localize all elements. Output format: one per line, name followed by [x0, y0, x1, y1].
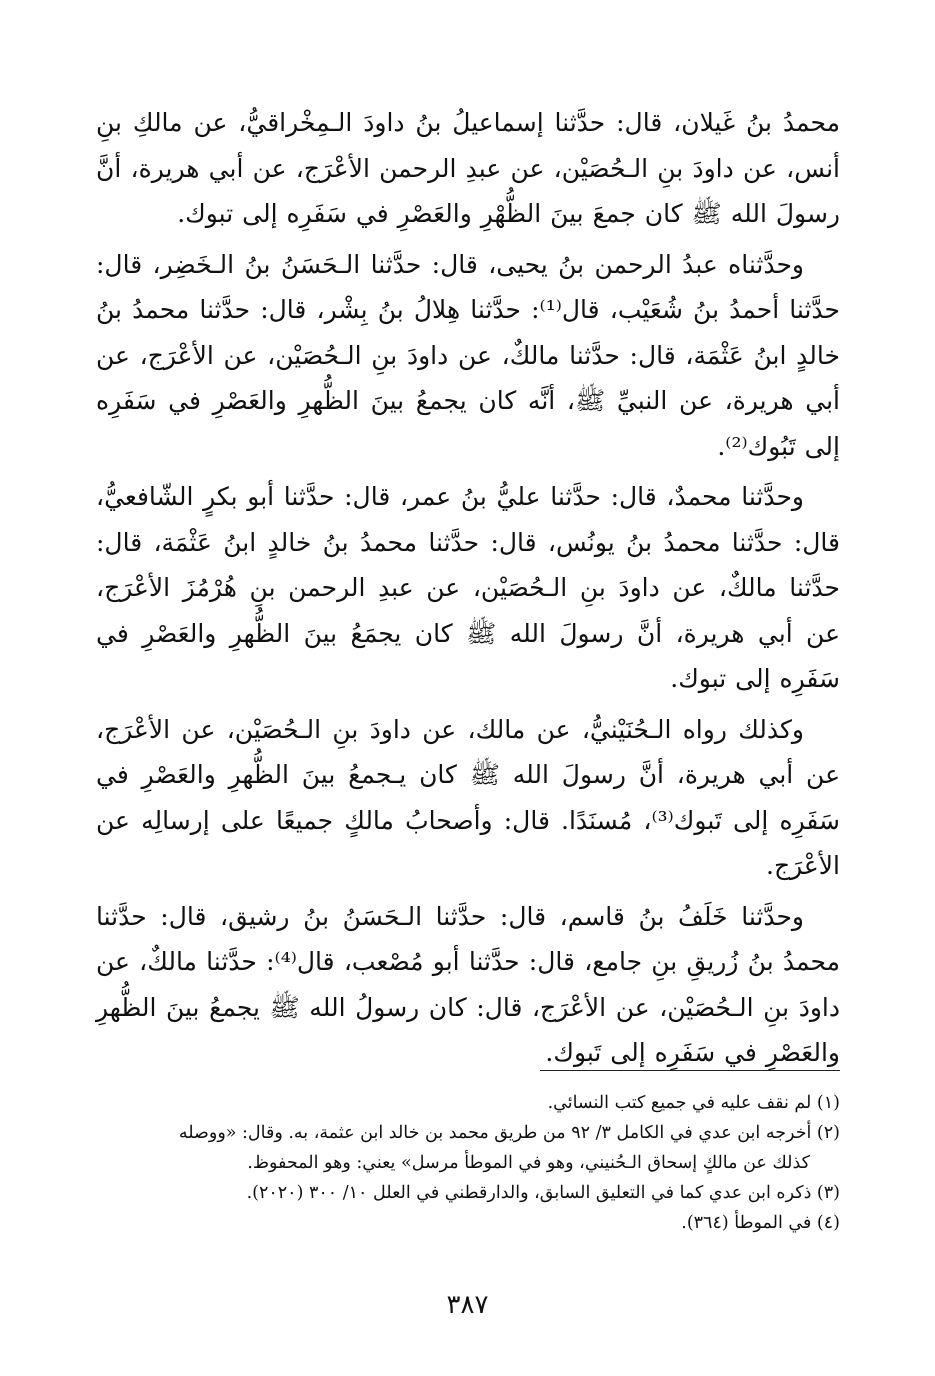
paragraph-5: وحدَّثنا خَلَفُ بنُ قاسم، قال: حدَّثنا الـحَسَنُ بنُ رشيق، قال: حدَّثنا محمدُ بنُ زُريقِ بنِ جامع، قال: حدَّثنا أبو مُصْعب، قال⁽⁴⁾: حدَّثنا مالكٌ، عن داودَ بنِ الـحُصَيْن، عن الأعْرَج، قال: كان رسولُ الله ﷺ يجمعُ بينَ الظُّهرِ والعَصْرِ في سَفَرِه إلى تَبوك.	[96, 901, 841, 1067]
page-number: ٣٨٧	[446, 1290, 489, 1320]
footnote-2-continuation: كذلك عن مالكٍ إسحاق الـحُنيني، وهو في الموطأ مرسل» يعني: وهو المحفوظ.	[247, 1153, 810, 1173]
footnote-4: (٤) في الموطأ (٣٦٤).	[681, 1213, 840, 1233]
footnote-3: (٣) ذكره ابن عدي كما في التعليق السابق، والدارقطني في العلل ١٠/ ٣٠٠ (٢٠٢٠).	[246, 1183, 840, 1203]
paragraph-1: محمدُ بنُ غَيلان، قال: حدَّثنا إسماعيلُ بنُ داودَ الـمِخْراقيُّ، عن مالكِ بنِ أنس، عن داودَ بنِ الـحُصَيْن، عن عبدِ الرحمن الأعْرَج، عن أبي هريرة، أنَّ رسولَ الله ﷺ كان جمعَ بينَ الظُّهْرِ والعَصْرِ في سَفَرِه إلى تبوك.	[96, 108, 840, 228]
footnote-1: (١) لم نقف عليه في جميع كتب النسائي.	[547, 1093, 840, 1113]
paragraph-3: وحدَّثنا محمدٌ، قال: حدَّثنا عليُّ بنُ عمر، قال: حدَّثنا أبو بكرٍ الشّافعيُّ، قال: حدَّثنا محمدُ بنُ يونُس، قال: حدَّثنا محمدُ بنُ خالدٍ ابنُ عَثْمَة، قال: حدَّثنا مالكٌ، عن داودَ بنِ الـحُصَيْن، عن عبدِ الرحمن بنِ هُرْمُزَ الأعْرَج، عن أبي هريرة، أنَّ رسولَ الله ﷺ كان يجمَعُ بينَ الظُّهرِ والعَصْرِ في سَفَرِه إلى تبوك.	[96, 482, 840, 693]
main-text	[96, 100, 840, 1076]
footnotes	[96, 1088, 840, 1238]
footnote-separator	[540, 1070, 840, 1071]
footnote-2: (٢) أخرجه ابن عدي في الكامل ٣/ ٩٢ من طريق محمد بن خالد ابن عثمة، به. وقال: «ووصله	[178, 1123, 840, 1143]
paragraph-2: وحدَّثناه عبدُ الرحمن بنُ يحيى، قال: حدَّثنا الـحَسَنُ بنُ الـخَضِر، قال: حدَّثنا أحمدُ بنُ شُعَيْب، قال⁽¹⁾: حدَّثنا هِلالُ بنُ بِشْر، قال: حدَّثنا محمدُ بنُ خالدٍ ابنُ عَثْمَة، قال: حدَّثنا مالكٌ، عن داودَ بنِ الـحُصَيْن، عن الأعْرَج، عن أبي هريرة، عن النبيِّ ﷺ، أنَّه كان يجمعُ بينَ الظُّهرِ والعَصْرِ في سَفَرِه إلى تَبُوك⁽²⁾.	[96, 249, 840, 461]
paragraph-4: وكذلك رواه الـحُنَيْنيُّ، عن مالك، عن داودَ بنِ الـحُصَيْن، عن الأعْرَج، عن أبي هريرة، أنَّ رسولَ الله ﷺ كان يـجمعُ بينَ الظُّهرِ والعَصْرِ في سَفَرِه إلى تَبوك⁽³⁾، مُسنَدًا. قال: وأصحابُ مالكٍ جميعًا على إرسالِه عن الأعْرَج.	[96, 714, 840, 880]
